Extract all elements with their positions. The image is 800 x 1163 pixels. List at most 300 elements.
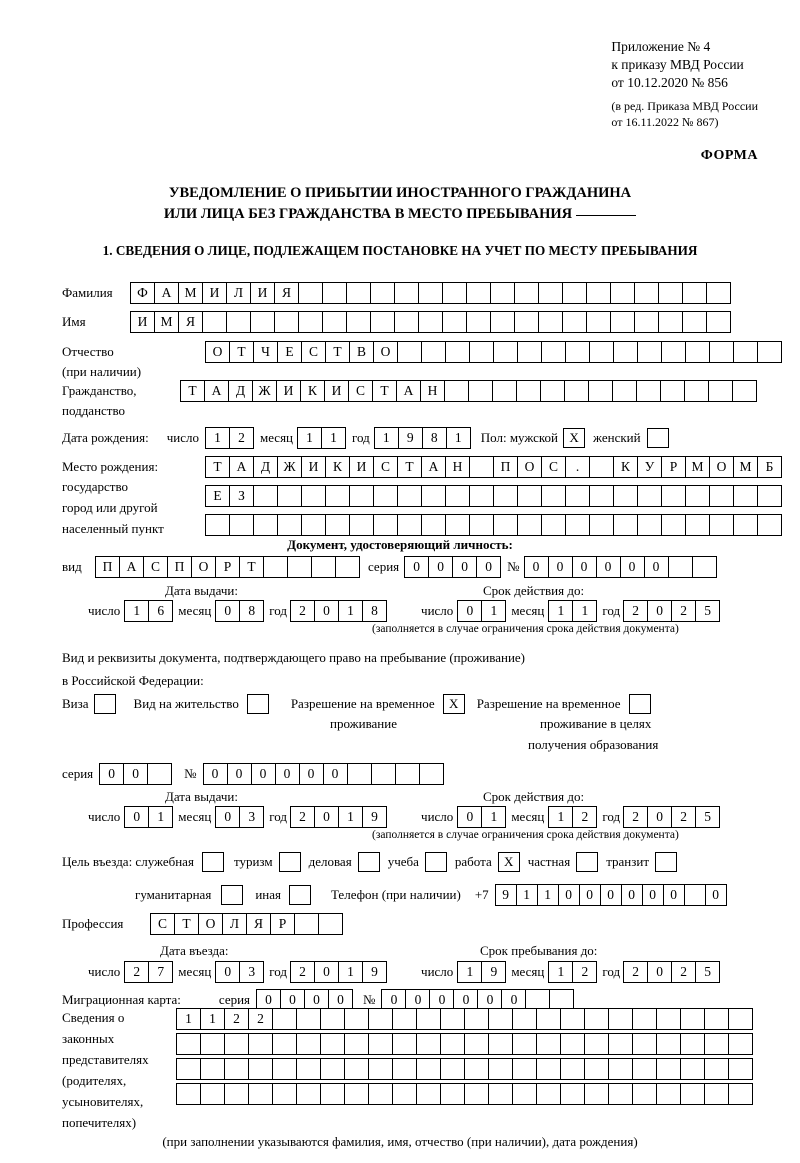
character-cell[interactable] (469, 456, 494, 478)
character-cell[interactable] (704, 1083, 729, 1105)
permit-valid-month-input[interactable] (548, 806, 597, 828)
character-cell[interactable]: 2 (623, 600, 648, 622)
character-cell[interactable] (368, 1058, 393, 1080)
character-cell[interactable]: У (637, 456, 662, 478)
character-cell[interactable] (488, 1058, 513, 1080)
character-cell[interactable] (584, 1058, 609, 1080)
character-cell[interactable]: 0 (548, 556, 573, 578)
character-cell[interactable] (277, 485, 302, 507)
character-cell[interactable]: А (204, 380, 229, 402)
character-cell[interactable]: Д (253, 456, 278, 478)
character-cell[interactable] (224, 1058, 249, 1080)
character-cell[interactable] (311, 556, 336, 578)
character-cell[interactable]: Л (222, 913, 247, 935)
character-cell[interactable]: 0 (99, 763, 124, 785)
character-cell[interactable]: 0 (314, 806, 339, 828)
character-cell[interactable]: 2 (671, 600, 696, 622)
character-cell[interactable]: 0 (275, 763, 300, 785)
character-cell[interactable]: 0 (314, 600, 339, 622)
character-cell[interactable] (416, 1033, 441, 1055)
birth-day-input[interactable] (205, 427, 254, 449)
character-cell[interactable]: 1 (321, 427, 346, 449)
permit-issue-month-input[interactable] (215, 806, 264, 828)
character-cell[interactable]: 2 (290, 961, 315, 983)
character-cell[interactable]: 2 (290, 600, 315, 622)
character-cell[interactable]: 2 (248, 1008, 273, 1030)
residence-permit-checkbox[interactable] (247, 694, 269, 714)
character-cell[interactable] (517, 514, 542, 536)
character-cell[interactable] (253, 485, 278, 507)
character-cell[interactable]: 0 (647, 600, 672, 622)
character-cell[interactable]: 0 (600, 884, 622, 906)
character-cell[interactable] (200, 1033, 225, 1055)
character-cell[interactable] (445, 341, 470, 363)
character-cell[interactable] (540, 380, 565, 402)
character-cell[interactable]: М (733, 456, 758, 478)
character-cell[interactable]: И (349, 456, 374, 478)
purpose-transit-checkbox[interactable] (655, 852, 677, 872)
character-cell[interactable]: 1 (176, 1008, 201, 1030)
character-cell[interactable] (492, 380, 517, 402)
character-cell[interactable]: И (301, 456, 326, 478)
character-cell[interactable] (565, 341, 590, 363)
purpose-business-checkbox[interactable] (358, 852, 380, 872)
character-cell[interactable] (320, 1033, 345, 1055)
stay-year-input[interactable] (623, 961, 720, 983)
character-cell[interactable] (560, 1008, 585, 1030)
document-number-input[interactable] (524, 556, 717, 578)
character-cell[interactable] (586, 311, 611, 333)
character-cell[interactable] (419, 763, 444, 785)
character-cell[interactable]: Т (372, 380, 397, 402)
character-cell[interactable] (560, 1058, 585, 1080)
character-cell[interactable]: 0 (256, 989, 281, 1011)
character-cell[interactable] (253, 514, 278, 536)
character-cell[interactable]: П (493, 456, 518, 478)
character-cell[interactable] (421, 485, 446, 507)
character-cell[interactable]: И (202, 282, 227, 304)
character-cell[interactable]: Т (239, 556, 264, 578)
character-cell[interactable] (732, 380, 757, 402)
legal-reps-line4-input[interactable] (176, 1083, 753, 1105)
character-cell[interactable]: Е (277, 341, 302, 363)
character-cell[interactable] (562, 311, 587, 333)
character-cell[interactable] (514, 282, 539, 304)
character-cell[interactable] (636, 380, 661, 402)
character-cell[interactable]: 1 (200, 1008, 225, 1030)
character-cell[interactable]: С (373, 456, 398, 478)
purpose-service-checkbox[interactable] (202, 852, 224, 872)
character-cell[interactable] (301, 485, 326, 507)
character-cell[interactable] (325, 514, 350, 536)
character-cell[interactable]: 2 (623, 961, 648, 983)
character-cell[interactable]: 2 (572, 806, 597, 828)
character-cell[interactable] (610, 282, 635, 304)
character-cell[interactable] (608, 1033, 633, 1055)
character-cell[interactable]: 1 (457, 961, 482, 983)
character-cell[interactable] (418, 311, 443, 333)
birthplace-line3-input[interactable] (205, 514, 782, 536)
character-cell[interactable] (440, 1033, 465, 1055)
character-cell[interactable] (272, 1008, 297, 1030)
character-cell[interactable] (682, 311, 707, 333)
character-cell[interactable] (298, 282, 323, 304)
character-cell[interactable] (560, 1033, 585, 1055)
character-cell[interactable]: 9 (481, 961, 506, 983)
character-cell[interactable] (394, 282, 419, 304)
purpose-humanitarian-checkbox[interactable] (221, 885, 243, 905)
character-cell[interactable] (536, 1083, 561, 1105)
character-cell[interactable] (757, 514, 782, 536)
character-cell[interactable] (661, 514, 686, 536)
character-cell[interactable] (176, 1033, 201, 1055)
character-cell[interactable]: 0 (663, 884, 685, 906)
character-cell[interactable] (344, 1008, 369, 1030)
character-cell[interactable] (274, 311, 299, 333)
character-cell[interactable] (656, 1058, 681, 1080)
character-cell[interactable]: С (348, 380, 373, 402)
character-cell[interactable]: 6 (148, 600, 173, 622)
character-cell[interactable] (512, 1033, 537, 1055)
character-cell[interactable] (200, 1058, 225, 1080)
character-cell[interactable]: 0 (477, 989, 502, 1011)
character-cell[interactable] (728, 1033, 753, 1055)
character-cell[interactable] (709, 514, 734, 536)
character-cell[interactable]: О (517, 456, 542, 478)
character-cell[interactable]: 2 (671, 806, 696, 828)
legal-reps-line3-input[interactable] (176, 1058, 753, 1080)
character-cell[interactable]: 2 (229, 427, 254, 449)
character-cell[interactable] (147, 763, 172, 785)
character-cell[interactable]: 2 (623, 806, 648, 828)
character-cell[interactable] (608, 1058, 633, 1080)
permit-valid-day-input[interactable] (457, 806, 506, 828)
character-cell[interactable] (442, 282, 467, 304)
character-cell[interactable] (277, 514, 302, 536)
character-cell[interactable]: 0 (215, 806, 240, 828)
character-cell[interactable]: Т (205, 456, 230, 478)
character-cell[interactable] (680, 1083, 705, 1105)
character-cell[interactable] (517, 485, 542, 507)
character-cell[interactable] (656, 1033, 681, 1055)
doc-valid-year-input[interactable] (623, 600, 720, 622)
doc-issue-year-input[interactable] (290, 600, 387, 622)
purpose-work-checkbox[interactable]: X (498, 852, 520, 872)
character-cell[interactable] (660, 380, 685, 402)
character-cell[interactable]: 1 (548, 600, 573, 622)
character-cell[interactable] (684, 884, 706, 906)
character-cell[interactable] (416, 1008, 441, 1030)
character-cell[interactable] (468, 380, 493, 402)
character-cell[interactable] (296, 1058, 321, 1080)
character-cell[interactable] (272, 1033, 297, 1055)
character-cell[interactable] (368, 1083, 393, 1105)
character-cell[interactable]: В (349, 341, 374, 363)
character-cell[interactable] (560, 1083, 585, 1105)
character-cell[interactable] (392, 1008, 417, 1030)
character-cell[interactable] (704, 1008, 729, 1030)
character-cell[interactable] (469, 514, 494, 536)
character-cell[interactable]: К (325, 456, 350, 478)
patronymic-input[interactable] (205, 341, 782, 363)
character-cell[interactable] (589, 485, 614, 507)
character-cell[interactable]: 1 (338, 600, 363, 622)
character-cell[interactable]: 0 (621, 884, 643, 906)
character-cell[interactable] (536, 1058, 561, 1080)
character-cell[interactable]: И (250, 282, 275, 304)
character-cell[interactable]: 5 (695, 600, 720, 622)
character-cell[interactable] (335, 556, 360, 578)
character-cell[interactable] (584, 1008, 609, 1030)
character-cell[interactable] (466, 311, 491, 333)
birth-month-input[interactable] (297, 427, 346, 449)
character-cell[interactable] (680, 1008, 705, 1030)
character-cell[interactable] (634, 282, 659, 304)
character-cell[interactable]: 1 (548, 961, 573, 983)
character-cell[interactable]: С (541, 456, 566, 478)
character-cell[interactable] (589, 514, 614, 536)
character-cell[interactable]: 0 (280, 989, 305, 1011)
character-cell[interactable]: 0 (428, 556, 453, 578)
character-cell[interactable] (512, 1058, 537, 1080)
permit-issue-year-input[interactable] (290, 806, 387, 828)
character-cell[interactable]: 2 (224, 1008, 249, 1030)
character-cell[interactable] (373, 514, 398, 536)
character-cell[interactable]: . (565, 456, 590, 478)
character-cell[interactable] (392, 1083, 417, 1105)
character-cell[interactable] (349, 485, 374, 507)
character-cell[interactable]: 0 (299, 763, 324, 785)
character-cell[interactable]: 2 (124, 961, 149, 983)
character-cell[interactable]: 8 (422, 427, 447, 449)
character-cell[interactable] (469, 341, 494, 363)
character-cell[interactable] (301, 514, 326, 536)
character-cell[interactable]: М (685, 456, 710, 478)
character-cell[interactable] (224, 1083, 249, 1105)
character-cell[interactable] (514, 311, 539, 333)
legal-reps-line2-input[interactable] (176, 1033, 753, 1055)
purpose-tourism-checkbox[interactable] (279, 852, 301, 872)
character-cell[interactable] (682, 282, 707, 304)
document-kind-input[interactable] (95, 556, 360, 578)
character-cell[interactable] (733, 341, 758, 363)
character-cell[interactable]: 3 (239, 961, 264, 983)
character-cell[interactable]: 0 (596, 556, 621, 578)
character-cell[interactable]: П (167, 556, 192, 578)
profession-input[interactable] (150, 913, 343, 935)
character-cell[interactable] (347, 763, 372, 785)
character-cell[interactable]: 0 (251, 763, 276, 785)
character-cell[interactable] (421, 514, 446, 536)
character-cell[interactable] (589, 456, 614, 478)
character-cell[interactable]: Р (270, 913, 295, 935)
character-cell[interactable] (488, 1008, 513, 1030)
character-cell[interactable] (584, 1083, 609, 1105)
character-cell[interactable]: 9 (362, 961, 387, 983)
character-cell[interactable] (632, 1058, 657, 1080)
character-cell[interactable]: И (324, 380, 349, 402)
character-cell[interactable]: О (373, 341, 398, 363)
character-cell[interactable]: К (300, 380, 325, 402)
character-cell[interactable] (637, 514, 662, 536)
character-cell[interactable]: Д (228, 380, 253, 402)
character-cell[interactable]: 0 (452, 556, 477, 578)
character-cell[interactable] (668, 556, 693, 578)
character-cell[interactable] (589, 341, 614, 363)
character-cell[interactable]: 1 (374, 427, 399, 449)
character-cell[interactable] (322, 282, 347, 304)
character-cell[interactable] (757, 485, 782, 507)
character-cell[interactable] (421, 341, 446, 363)
character-cell[interactable]: К (613, 456, 638, 478)
doc-valid-day-input[interactable] (457, 600, 506, 622)
character-cell[interactable] (728, 1083, 753, 1105)
character-cell[interactable] (346, 311, 371, 333)
character-cell[interactable] (685, 485, 710, 507)
character-cell[interactable] (634, 311, 659, 333)
permit-series-input[interactable] (99, 763, 172, 785)
purpose-private-checkbox[interactable] (576, 852, 598, 872)
character-cell[interactable]: О (191, 556, 216, 578)
character-cell[interactable] (444, 380, 469, 402)
character-cell[interactable] (685, 341, 710, 363)
character-cell[interactable] (608, 1008, 633, 1030)
character-cell[interactable] (248, 1058, 273, 1080)
character-cell[interactable] (584, 1033, 609, 1055)
character-cell[interactable] (466, 282, 491, 304)
character-cell[interactable] (512, 1083, 537, 1105)
character-cell[interactable]: 1 (446, 427, 471, 449)
character-cell[interactable] (706, 282, 731, 304)
character-cell[interactable]: 1 (548, 806, 573, 828)
character-cell[interactable]: О (205, 341, 230, 363)
character-cell[interactable]: 0 (642, 884, 664, 906)
doc-issue-month-input[interactable] (215, 600, 264, 622)
character-cell[interactable]: Я (246, 913, 271, 935)
character-cell[interactable] (541, 485, 566, 507)
character-cell[interactable]: П (95, 556, 120, 578)
character-cell[interactable]: 0 (453, 989, 478, 1011)
character-cell[interactable] (704, 1058, 729, 1080)
character-cell[interactable]: Т (325, 341, 350, 363)
character-cell[interactable]: И (276, 380, 301, 402)
character-cell[interactable]: С (150, 913, 175, 935)
temporary-residence-checkbox[interactable]: X (443, 694, 465, 714)
permit-issue-day-input[interactable] (124, 806, 173, 828)
character-cell[interactable] (709, 485, 734, 507)
birthplace-line2-input[interactable] (205, 485, 782, 507)
character-cell[interactable]: 0 (572, 556, 597, 578)
character-cell[interactable]: А (229, 456, 254, 478)
legal-reps-line1-input[interactable] (176, 1008, 753, 1030)
character-cell[interactable] (296, 1008, 321, 1030)
document-series-input[interactable] (404, 556, 501, 578)
character-cell[interactable]: 0 (558, 884, 580, 906)
character-cell[interactable] (229, 514, 254, 536)
character-cell[interactable] (692, 556, 717, 578)
doc-valid-month-input[interactable] (548, 600, 597, 622)
character-cell[interactable]: 2 (290, 806, 315, 828)
character-cell[interactable] (469, 485, 494, 507)
character-cell[interactable] (728, 1008, 753, 1030)
character-cell[interactable] (565, 485, 590, 507)
character-cell[interactable] (562, 282, 587, 304)
character-cell[interactable]: 1 (338, 806, 363, 828)
character-cell[interactable]: Я (178, 311, 203, 333)
character-cell[interactable] (733, 514, 758, 536)
character-cell[interactable] (250, 311, 275, 333)
character-cell[interactable]: 0 (215, 961, 240, 983)
character-cell[interactable] (493, 485, 518, 507)
character-cell[interactable]: 3 (239, 806, 264, 828)
character-cell[interactable]: 0 (429, 989, 454, 1011)
character-cell[interactable] (658, 282, 683, 304)
character-cell[interactable]: 0 (203, 763, 228, 785)
character-cell[interactable]: 2 (671, 961, 696, 983)
character-cell[interactable] (418, 282, 443, 304)
character-cell[interactable] (706, 311, 731, 333)
character-cell[interactable]: 0 (620, 556, 645, 578)
character-cell[interactable] (346, 282, 371, 304)
character-cell[interactable]: Т (180, 380, 205, 402)
character-cell[interactable] (371, 763, 396, 785)
character-cell[interactable] (416, 1058, 441, 1080)
character-cell[interactable]: 0 (124, 806, 149, 828)
character-cell[interactable] (464, 1058, 489, 1080)
character-cell[interactable] (287, 556, 312, 578)
character-cell[interactable] (613, 485, 638, 507)
birth-year-input[interactable] (374, 427, 471, 449)
character-cell[interactable]: 0 (647, 961, 672, 983)
character-cell[interactable]: А (421, 456, 446, 478)
character-cell[interactable]: 0 (314, 961, 339, 983)
character-cell[interactable] (445, 514, 470, 536)
character-cell[interactable] (490, 282, 515, 304)
character-cell[interactable]: 0 (524, 556, 549, 578)
character-cell[interactable]: 0 (476, 556, 501, 578)
character-cell[interactable]: 0 (215, 600, 240, 622)
character-cell[interactable] (296, 1083, 321, 1105)
character-cell[interactable] (394, 311, 419, 333)
character-cell[interactable] (661, 485, 686, 507)
character-cell[interactable] (680, 1058, 705, 1080)
doc-issue-day-input[interactable] (124, 600, 173, 622)
character-cell[interactable] (541, 514, 566, 536)
surname-input[interactable] (130, 282, 731, 304)
stay-month-input[interactable] (548, 961, 597, 983)
character-cell[interactable]: 1 (481, 806, 506, 828)
character-cell[interactable]: Ж (277, 456, 302, 478)
character-cell[interactable] (708, 380, 733, 402)
character-cell[interactable]: О (198, 913, 223, 935)
character-cell[interactable]: М (154, 311, 179, 333)
character-cell[interactable] (512, 1008, 537, 1030)
character-cell[interactable]: 0 (381, 989, 406, 1011)
visa-checkbox[interactable] (94, 694, 116, 714)
character-cell[interactable] (344, 1058, 369, 1080)
character-cell[interactable]: 0 (227, 763, 252, 785)
character-cell[interactable]: 0 (328, 989, 353, 1011)
character-cell[interactable] (294, 913, 319, 935)
entry-day-input[interactable] (124, 961, 173, 983)
character-cell[interactable] (263, 556, 288, 578)
character-cell[interactable]: 8 (362, 600, 387, 622)
character-cell[interactable] (464, 1033, 489, 1055)
character-cell[interactable] (541, 341, 566, 363)
birthplace-line1-input[interactable] (205, 456, 782, 478)
character-cell[interactable]: А (119, 556, 144, 578)
citizenship-input[interactable] (180, 380, 757, 402)
